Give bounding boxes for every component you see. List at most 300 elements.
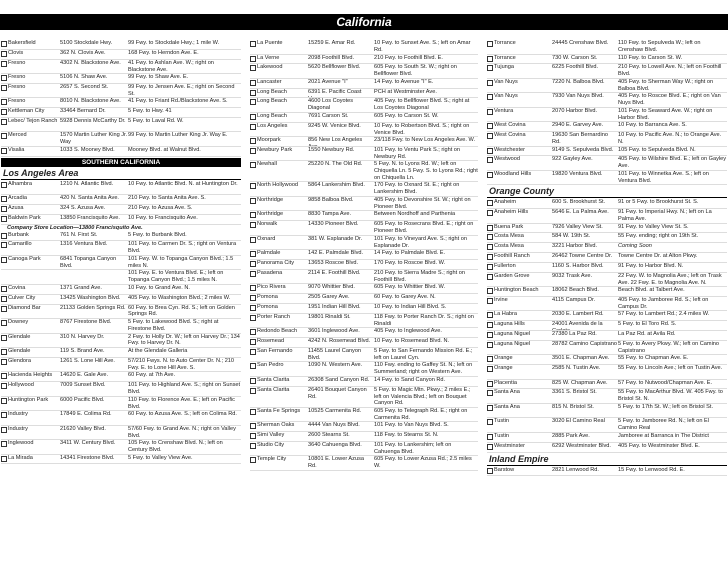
checkbox[interactable] bbox=[250, 40, 257, 47]
city-name: Rosemead bbox=[257, 338, 285, 345]
location-row bbox=[250, 147, 478, 162]
checkbox[interactable] bbox=[487, 253, 494, 260]
city-name: Westchester bbox=[494, 146, 525, 153]
store-address: 2885 Park Ave. bbox=[552, 432, 590, 439]
directions: 91 Fwy. to Imperial Hwy. N.; left on La Palma Ave. bbox=[618, 209, 712, 223]
checkbox[interactable] bbox=[1, 348, 8, 355]
checkbox[interactable] bbox=[487, 171, 494, 178]
city-name: Van Nuys bbox=[494, 93, 518, 100]
city-name: Northridge bbox=[257, 211, 284, 218]
location-row bbox=[1, 205, 241, 215]
directions: 105 Fwy. to Sepulveda Blvd. N. bbox=[618, 146, 696, 153]
directions: 605 Fwy. to Telegraph Rd. E.; right on Carmenita Rd. bbox=[374, 407, 468, 421]
location-row bbox=[1, 319, 241, 334]
checkbox[interactable] bbox=[250, 328, 257, 335]
checkbox[interactable] bbox=[250, 147, 257, 154]
directions: 5 Fwy. to Lakewood Blvd. S.; right at Firestone Blvd. bbox=[128, 319, 219, 332]
checkbox[interactable] bbox=[1, 147, 8, 154]
directions: Jamboree at Barranca in The District bbox=[618, 432, 709, 439]
directions: 10 Fwy. to Pacific Ave. N.; to Orange Ave. N. bbox=[618, 132, 722, 145]
city-name: Santa Fe Springs bbox=[257, 407, 301, 414]
city-name: Newhall bbox=[257, 161, 277, 168]
store-address: 3411 W. Century Blvd. bbox=[60, 440, 116, 447]
location-row bbox=[250, 40, 478, 55]
directions: 110 Fwy. to Carson St. W. bbox=[618, 54, 683, 61]
checkbox[interactable] bbox=[1, 108, 8, 115]
checkbox[interactable] bbox=[487, 467, 494, 474]
directions: 101 Fwy. to Winnetka Ave. S.; left on Ventura Blvd. bbox=[618, 170, 709, 184]
city-name: Simi Valley bbox=[257, 431, 285, 438]
city-name: La Verne bbox=[257, 54, 280, 61]
checkbox[interactable] bbox=[487, 224, 494, 231]
directions: 405 Fwy. to Washington Blvd.; 2 miles W. bbox=[128, 294, 231, 301]
city-name: Tujunga bbox=[494, 64, 515, 71]
city-name: Oxnard bbox=[257, 235, 276, 242]
city-name: North Hollywood bbox=[257, 182, 299, 189]
checkbox[interactable] bbox=[487, 132, 494, 139]
city-name: Lancaster bbox=[257, 78, 282, 85]
directions: 2 Fwy. to Holly Dr. W.; left on Harvey Dr.; 134 Fwy. to Harvey Dr. N. bbox=[128, 333, 240, 347]
store-address: 600 S. Brookhurst St. bbox=[552, 199, 606, 206]
location-row bbox=[250, 211, 478, 221]
store-address: 28782 Camino Capistrano bbox=[552, 340, 617, 347]
city-name: Hollywood bbox=[8, 382, 34, 389]
checkbox[interactable] bbox=[487, 418, 494, 425]
city-name: Diamond Bar bbox=[8, 304, 41, 311]
checkbox[interactable] bbox=[250, 182, 257, 189]
location-row bbox=[250, 362, 478, 377]
checkbox[interactable] bbox=[250, 197, 257, 204]
store-address: 2030 E. Lambert Rd. bbox=[552, 311, 604, 318]
checkbox[interactable] bbox=[487, 243, 494, 250]
city-name: Pomona bbox=[257, 294, 278, 301]
checkbox[interactable] bbox=[250, 137, 257, 144]
checkbox[interactable] bbox=[250, 338, 257, 345]
checkbox[interactable] bbox=[1, 256, 8, 263]
store-address: 3501 E. Chapman Ave. bbox=[552, 355, 610, 362]
city-name: Camarillo bbox=[8, 241, 32, 248]
checkbox[interactable] bbox=[487, 341, 494, 348]
checkbox[interactable] bbox=[250, 456, 257, 463]
location-list bbox=[1, 232, 241, 465]
city-name: Tustin bbox=[494, 432, 510, 439]
location-list bbox=[1, 40, 241, 157]
checkbox[interactable] bbox=[487, 79, 494, 86]
city-name: Huntington Beach bbox=[494, 287, 539, 294]
store-address: 1261 S. Lone Hill Ave. bbox=[60, 357, 115, 364]
directions: 55 Fwy. to Chapman Ave. E. bbox=[618, 355, 689, 362]
directions: 405 Fwy. to Bellflower Blvd. S.; right at Los Coyotes Diagonal bbox=[374, 98, 470, 112]
city-name: Garden Grove bbox=[494, 272, 530, 279]
location-row bbox=[487, 253, 727, 263]
location-row bbox=[1, 40, 241, 50]
city-name: Studio City bbox=[257, 441, 285, 448]
directions: 5 Fwy. N. to Lyons Rd. W.; left on Chiquella Ln. 5 Fwy. S. to Lyons Rd.; right on Chiquella Ln. bbox=[374, 161, 478, 182]
checkbox[interactable] bbox=[1, 241, 8, 248]
city-name: Irvine bbox=[494, 296, 508, 303]
checkbox[interactable] bbox=[1, 118, 8, 125]
checkbox[interactable] bbox=[1, 397, 8, 404]
checkbox[interactable] bbox=[487, 287, 494, 294]
directions: 14 Fwy. to Sand Canyon Rd. bbox=[374, 376, 446, 383]
city-name: Orange bbox=[494, 355, 513, 362]
store-address: 6225 Foothill Blvd. bbox=[552, 64, 599, 71]
checkbox[interactable] bbox=[1, 195, 8, 202]
store-address: 15259 E. Amar Rd. bbox=[308, 40, 356, 46]
location-row bbox=[487, 122, 727, 132]
store-address: 5620 Bellflower Blvd. bbox=[308, 64, 361, 71]
directions: 101 Fwy. to Vineyard Ave. S.; right on Esplanade Dr. bbox=[374, 235, 467, 249]
checkbox[interactable] bbox=[487, 55, 494, 62]
location-row bbox=[1, 118, 241, 133]
location-row bbox=[250, 284, 478, 294]
location-row bbox=[1, 270, 241, 285]
city-name: Fullerton bbox=[494, 262, 516, 269]
directions: 168 Fwy. to Herndon Ave. E. bbox=[128, 49, 199, 56]
location-row bbox=[1, 74, 241, 84]
store-address: 27380 La Paz Rd. bbox=[552, 331, 597, 338]
location-row bbox=[1, 84, 241, 99]
checkbox[interactable] bbox=[487, 273, 494, 280]
city-name: Visalia bbox=[8, 146, 25, 153]
location-row bbox=[487, 418, 727, 433]
store-address: 21620 Valley Blvd. bbox=[60, 425, 106, 432]
checkbox[interactable] bbox=[1, 84, 8, 91]
location-row bbox=[487, 156, 727, 171]
column-1 bbox=[1, 40, 241, 464]
city-name: Santa Ana bbox=[494, 403, 520, 410]
checkbox[interactable] bbox=[487, 355, 494, 362]
store-address: 9245 W. Venice Blvd. bbox=[308, 122, 361, 129]
region-heading: Orange County bbox=[487, 186, 727, 198]
store-address: 25220 N. The Old Rd. bbox=[308, 161, 363, 168]
checkbox[interactable] bbox=[250, 221, 257, 228]
directions: 10 Fwy. to Grand Ave. N. bbox=[128, 284, 190, 291]
checkbox[interactable] bbox=[487, 321, 494, 328]
location-row bbox=[1, 305, 241, 320]
directions: 405 Fwy. to Inglewood Ave. bbox=[374, 328, 442, 335]
location-row bbox=[250, 64, 478, 79]
checkbox[interactable] bbox=[250, 270, 257, 277]
city-name: West Covina bbox=[494, 122, 526, 129]
city-name: Long Beach bbox=[257, 88, 287, 95]
location-row bbox=[250, 137, 478, 147]
store-address: 9032 Trask Ave. bbox=[552, 272, 593, 279]
directions: 5 Fwy. to Burbank Blvd. bbox=[128, 231, 187, 238]
checkbox[interactable] bbox=[250, 432, 257, 439]
checkbox[interactable] bbox=[1, 215, 8, 222]
checkbox[interactable] bbox=[250, 55, 257, 62]
store-address: 362 N. Clovis Ave. bbox=[60, 49, 106, 56]
checkbox[interactable] bbox=[1, 305, 8, 312]
store-address: 11455 Laurel Canyon Blvd. bbox=[308, 347, 362, 361]
store-address: 922 Gayley Ave. bbox=[552, 156, 593, 163]
location-row bbox=[250, 197, 478, 212]
city-name: Huntington Park bbox=[8, 396, 49, 403]
checkbox[interactable] bbox=[250, 348, 257, 355]
checkbox[interactable] bbox=[1, 232, 8, 239]
store-address: 5864 Lankershim Blvd. bbox=[308, 182, 365, 189]
checkbox[interactable] bbox=[487, 233, 494, 240]
checkbox[interactable] bbox=[487, 93, 494, 100]
store-address: 420 N. Santa Anita Ave. bbox=[60, 195, 119, 202]
checkbox[interactable] bbox=[487, 147, 494, 154]
checkbox[interactable] bbox=[1, 270, 8, 277]
location-row bbox=[1, 358, 241, 373]
store-address: 1033 S. Mooney Blvd. bbox=[60, 146, 115, 153]
location-row bbox=[250, 221, 478, 236]
checkbox[interactable] bbox=[250, 64, 257, 71]
city-name: Costa Mesa bbox=[494, 243, 524, 250]
directions: 405 Fwy. to Devonshire St. W.; right on Pioneer Blvd. bbox=[374, 196, 471, 210]
store-address: 2114 E. Foothill Blvd. bbox=[308, 269, 361, 276]
city-name: Long Beach bbox=[257, 112, 287, 119]
directions: 41 Fwy. to Ashlan Ave. W.; right on Blackstone Ave. bbox=[128, 59, 214, 73]
city-name: Bakersfield bbox=[8, 40, 36, 46]
location-row bbox=[487, 273, 727, 288]
checkbox[interactable] bbox=[250, 98, 257, 105]
checkbox[interactable] bbox=[487, 40, 494, 47]
directions: 5 Fwy. to Valley View Ave. bbox=[128, 454, 193, 461]
column-3 bbox=[487, 40, 727, 476]
location-row bbox=[1, 411, 241, 426]
location-row bbox=[487, 93, 727, 108]
location-row bbox=[487, 389, 727, 404]
checkbox[interactable] bbox=[250, 314, 257, 321]
checkbox[interactable] bbox=[1, 285, 8, 292]
store-address: 19820 Ventura Blvd. bbox=[552, 170, 603, 177]
store-address: 1951 Indian Hill Blvd. bbox=[308, 303, 361, 310]
store-address: 324 S. Azusa Ave. bbox=[60, 205, 106, 212]
directions: 99 Fwy. to Shaw Ave. E. bbox=[128, 74, 189, 81]
store-address: 13425 Washington Blvd. bbox=[60, 294, 121, 301]
city-name: Lebec/ Tejon Ranch bbox=[8, 117, 58, 124]
city-name: Pasadena bbox=[257, 269, 283, 276]
checkbox[interactable] bbox=[1, 334, 8, 341]
checkbox[interactable] bbox=[250, 294, 257, 301]
location-list bbox=[250, 40, 478, 471]
store-address: 1210 N. Atlantic Blvd. bbox=[60, 180, 114, 187]
city-name: Barstow bbox=[494, 466, 515, 473]
location-row bbox=[487, 199, 727, 209]
directions: 5 Fwy. to Magic Mtn. Pkwy.; 2 miles E.; left on Valencia Blvd.; left on Bouquet Canyon Rd. bbox=[374, 386, 471, 407]
checkbox[interactable] bbox=[250, 377, 257, 384]
location-row bbox=[250, 348, 478, 363]
directions: 10 Fwy. to Atlantic Blvd. N. at Huntington Dr. bbox=[128, 180, 238, 187]
checkbox[interactable] bbox=[487, 108, 494, 115]
store-address: 2070 Harbor Blvd. bbox=[552, 107, 598, 114]
directions: 101 Fwy. to Carmen Dr. S.; right on Ventura Blvd. bbox=[128, 241, 237, 255]
city-name: Costa Mesa bbox=[494, 233, 524, 240]
checkbox[interactable] bbox=[487, 199, 494, 206]
location-row bbox=[487, 331, 727, 341]
city-name bbox=[8, 270, 60, 284]
store-address: 5646 E. La Palma Ave. bbox=[552, 209, 609, 216]
checkbox[interactable] bbox=[1, 426, 8, 433]
checkbox[interactable] bbox=[1, 358, 8, 365]
checkbox[interactable] bbox=[250, 284, 257, 291]
checkbox[interactable] bbox=[1, 411, 8, 418]
location-row bbox=[487, 147, 727, 157]
checkbox[interactable] bbox=[250, 250, 257, 257]
location-row bbox=[487, 404, 727, 419]
checkbox[interactable] bbox=[250, 161, 257, 168]
location-row bbox=[487, 209, 727, 224]
directions: 101 Fwy. to Ventu Park S.; right on Newbury Rd. bbox=[374, 146, 461, 160]
store-address: 856 New Los Angeles bbox=[308, 137, 363, 144]
checkbox[interactable] bbox=[1, 132, 8, 139]
store-address: 310 N. Harvey Dr. bbox=[60, 333, 105, 340]
directions: 405 Fwy. to Westminster Blvd. E. bbox=[618, 442, 700, 449]
store-address: 4242 N. Rosemead Blvd. bbox=[308, 338, 371, 345]
store-address: 10801 E. Lower Azusa Rd. bbox=[308, 456, 364, 470]
store-address: 3361 S. Bristol St. bbox=[552, 389, 597, 396]
city-name: Westwood bbox=[494, 156, 521, 163]
city-name: Glendale bbox=[8, 348, 31, 355]
directions: Towne Centre Dr. at Alton Pkwy. bbox=[618, 253, 698, 260]
city-name: Newbury Park bbox=[257, 146, 293, 153]
store-address: 2098 Foothill Blvd. bbox=[308, 54, 355, 61]
checkbox[interactable] bbox=[1, 205, 8, 212]
directions: 57/60 Fwy. to Grand Ave. N.; right on Valley Blvd. bbox=[128, 425, 236, 439]
directions: 405 Fwy. to Wilshire Blvd. E.; left on Gayley Ave. bbox=[618, 156, 727, 170]
location-row bbox=[487, 263, 727, 273]
directions: 60 Fwy. to Garey Ave. N. bbox=[374, 294, 436, 301]
checkbox[interactable] bbox=[487, 209, 494, 216]
checkbox[interactable] bbox=[1, 60, 8, 67]
column-2 bbox=[250, 40, 478, 471]
location-row bbox=[250, 338, 478, 348]
city-name: Ventura bbox=[494, 107, 514, 114]
checkbox[interactable] bbox=[250, 211, 257, 218]
store-address: 9149 S. Sepulveda Blvd. bbox=[552, 146, 614, 153]
checkbox[interactable] bbox=[1, 440, 8, 447]
checkbox[interactable] bbox=[487, 311, 494, 318]
directions: 5 Fwy. to Avery Pkwy. W.; left on Camino Capistrano bbox=[618, 340, 720, 354]
directions: 10 Fwy. to Francisquito Ave. bbox=[128, 214, 198, 221]
checkbox[interactable] bbox=[487, 389, 494, 396]
checkbox[interactable] bbox=[1, 40, 8, 47]
store-address: 33464 Bernard Dr. bbox=[60, 108, 106, 115]
store-address: 13850 Francisquito Ave. bbox=[60, 214, 120, 221]
directions: 405 Fwy. to Roscoe Blvd. E.; right on Van Nuys Blvd. bbox=[618, 93, 721, 107]
city-name: Fresno bbox=[8, 59, 26, 66]
checkbox[interactable] bbox=[250, 236, 257, 243]
checkbox[interactable] bbox=[487, 404, 494, 411]
checkbox[interactable] bbox=[1, 455, 8, 462]
directions: 110 Fwy. to Florence Ave. E.; left on Pacific Blvd. bbox=[128, 396, 235, 410]
location-row bbox=[1, 195, 241, 205]
city-name: Clovis bbox=[8, 49, 24, 56]
checkbox[interactable] bbox=[250, 89, 257, 96]
checkbox[interactable] bbox=[250, 387, 257, 394]
city-name: Covina bbox=[8, 284, 26, 291]
checkbox[interactable] bbox=[250, 123, 257, 130]
city-name: Pomona bbox=[257, 303, 278, 310]
checkbox[interactable] bbox=[1, 372, 8, 379]
checkbox[interactable] bbox=[487, 380, 494, 387]
checkbox[interactable] bbox=[1, 98, 8, 105]
directions: 101 Fwy. W. to Topanga Canyon Blvd.; 1.5 miles N. bbox=[128, 255, 234, 269]
location-row bbox=[487, 311, 727, 321]
checkbox[interactable] bbox=[487, 433, 494, 440]
checkbox[interactable] bbox=[1, 382, 8, 389]
location-row bbox=[487, 365, 727, 380]
directions: 210 Fwy. to Santa Anita Ave. S. bbox=[128, 195, 206, 202]
city-name: Azusa bbox=[8, 205, 24, 212]
directions: 170 Fwy. to Roscoe Blvd. W. bbox=[374, 260, 446, 267]
checkbox[interactable] bbox=[487, 297, 494, 304]
checkbox[interactable] bbox=[250, 304, 257, 311]
store-address: 119 S. Brand Ave. bbox=[60, 348, 105, 355]
store-address: 1371 Grand Ave. bbox=[60, 284, 102, 291]
checkbox[interactable] bbox=[487, 365, 494, 372]
location-row bbox=[487, 321, 727, 331]
checkbox[interactable] bbox=[250, 79, 257, 86]
checkbox[interactable] bbox=[250, 408, 257, 415]
location-row bbox=[1, 295, 241, 305]
city-name: La Puente bbox=[257, 40, 283, 46]
store-address: 13653 Roscoe Blvd. bbox=[308, 260, 359, 267]
checkbox[interactable] bbox=[250, 362, 257, 369]
checkbox[interactable] bbox=[250, 260, 257, 267]
location-row bbox=[250, 328, 478, 338]
checkbox[interactable] bbox=[250, 422, 257, 429]
city-name: Pico Rivera bbox=[257, 284, 286, 291]
location-row bbox=[487, 171, 727, 186]
checkbox[interactable] bbox=[487, 263, 494, 270]
checkbox[interactable] bbox=[250, 113, 257, 120]
city-name: Panorama City bbox=[257, 260, 294, 267]
location-list bbox=[487, 467, 727, 477]
store-address: 21133 Golden Springs Rd. bbox=[60, 304, 126, 311]
location-row bbox=[1, 232, 241, 242]
city-name: Industry bbox=[8, 425, 28, 432]
checkbox[interactable] bbox=[1, 74, 8, 81]
location-row bbox=[1, 372, 241, 382]
store-address: 5100 Stockdale Hwy. bbox=[60, 40, 113, 46]
checkbox[interactable] bbox=[1, 181, 8, 188]
checkbox[interactable] bbox=[250, 442, 257, 449]
checkbox[interactable] bbox=[487, 331, 494, 338]
store-address: 584 W. 19th St. bbox=[552, 233, 591, 240]
checkbox[interactable] bbox=[487, 122, 494, 129]
store-address bbox=[60, 270, 128, 284]
location-row bbox=[1, 181, 241, 196]
store-address: 7691 Carson St. bbox=[308, 112, 349, 119]
city-name: La Habra bbox=[494, 311, 518, 318]
location-row bbox=[487, 64, 727, 79]
checkbox[interactable] bbox=[1, 295, 8, 302]
city-name: Alhambra bbox=[8, 180, 32, 187]
store-address: 2600 Stearns St. bbox=[308, 431, 350, 438]
location-row bbox=[250, 422, 478, 432]
location-row bbox=[1, 382, 241, 397]
directions: 405 Fwy. to Sherman Way W.; right on Balboa Blvd. bbox=[618, 78, 714, 92]
store-address: 9070 Whittier Blvd. bbox=[308, 284, 355, 291]
checkbox[interactable] bbox=[1, 319, 8, 326]
checkbox[interactable] bbox=[487, 156, 494, 163]
checkbox[interactable] bbox=[487, 443, 494, 450]
store-address: 1570 Martin Luther King Jr. Way bbox=[60, 132, 128, 146]
location-row bbox=[487, 224, 727, 234]
store-address: 3601 Inglewood Ave. bbox=[308, 328, 360, 335]
location-row bbox=[250, 387, 478, 408]
city-name: Laguna Hills bbox=[494, 321, 525, 328]
checkbox[interactable] bbox=[487, 64, 494, 71]
checkbox[interactable] bbox=[1, 50, 8, 57]
directions: 170 Fwy. to Oxnard St. E.; right on Lankershim Blvd. bbox=[374, 182, 460, 196]
